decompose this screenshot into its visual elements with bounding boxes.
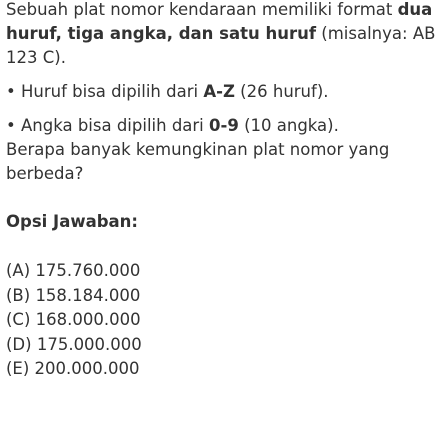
bullet-digits [6, 114, 442, 138]
bullet-letters-suffix: (26 huruf). [234, 82, 329, 101]
answer-options-list [6, 259, 442, 382]
intro-text-start: Sebuah plat nomor kendaraan memiliki format [6, 0, 398, 19]
problem-intro [6, 0, 442, 70]
intro-format-bold: dua huruf, tiga angka, dan satu huruf [6, 0, 433, 43]
bullet-digits-prefix: • Angka bisa dipilih dari [6, 116, 210, 135]
question-text: Berapa banyak kemungkinan plat nomor yang berbeda? [6, 140, 390, 183]
problem-card [6, 0, 442, 398]
answer-option-c: (C) 168.000.000 [6, 310, 141, 329]
intro-text-end: (misalnya: AB 123 C). [6, 24, 436, 67]
bullet-letters-prefix: • Huruf bisa dipilih dari [6, 82, 204, 101]
answer-option-d: (D) 175.000.000 [6, 334, 142, 354]
answer-option-a: (A) 175.760.000 [6, 261, 141, 280]
bullet-digits-range: 0-9 [209, 116, 239, 135]
bullet-letters-range: A-Z [203, 82, 235, 101]
answer-option-e: (E) 200.000.000 [6, 359, 140, 378]
options-heading: Opsi Jawaban: [6, 212, 138, 231]
bullet-letters [6, 80, 442, 104]
answer-option-b: (B) 158.184.000 [6, 285, 141, 305]
bullet-digits-suffix: (10 angka). [238, 116, 339, 135]
